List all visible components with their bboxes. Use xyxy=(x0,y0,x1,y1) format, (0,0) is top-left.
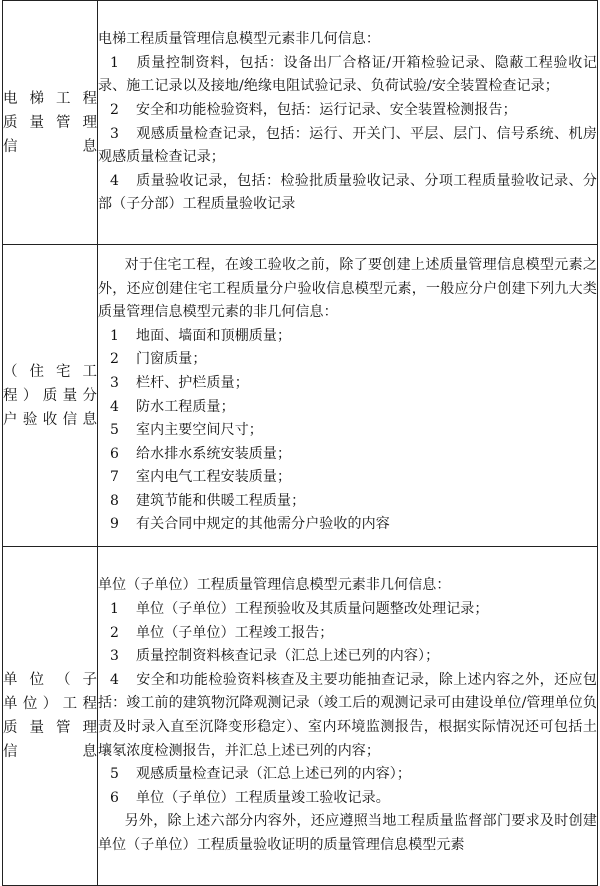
item-text: 单位（子单位）工程竣工报告； xyxy=(136,624,334,641)
item-text: 质量控制资料，包括：设备出厂合格证/开箱检验记录、隐蔽工程验收记录、施工记录以及接地/绝缘电阻试验记录、负荷试验/安全装置检查记录； xyxy=(98,54,597,95)
quality-info-table xyxy=(2,0,598,886)
list-item xyxy=(98,123,597,170)
row-label-elevator xyxy=(3,1,98,245)
list-item xyxy=(98,763,597,787)
label-line: 单位（子 xyxy=(3,672,97,688)
row-content-unit-project xyxy=(98,547,598,886)
list-item xyxy=(98,419,597,443)
item-text: 质量控制资料核查记录（汇总上述已列的内容）； xyxy=(136,648,440,665)
table-row-residential xyxy=(3,245,598,547)
list-item xyxy=(98,372,597,396)
row-content-elevator xyxy=(98,1,598,245)
item-text: 有关合同中规定的其他需分户验收的内容 xyxy=(136,516,390,533)
list-item xyxy=(98,669,597,763)
label-line: 信息 xyxy=(3,744,97,760)
list-item xyxy=(98,99,597,123)
item-text: 室内主要空间尺寸； xyxy=(136,422,263,439)
label-line: 户验收信息 xyxy=(3,411,97,428)
item-number: 5 xyxy=(110,422,120,439)
outro-text: 另外，除上述六部分内容外，还应遵照当地工程质量监督部门要求及时创建单位（子单位）工程质量验收证明的质量管理信息模型元素 xyxy=(98,813,597,853)
item-text: 栏杆、护栏质量； xyxy=(136,374,249,391)
item-number: 6 xyxy=(110,445,120,462)
list-item xyxy=(98,513,597,537)
row-label-unit-project xyxy=(3,547,98,886)
label-line: 单位）工程 xyxy=(3,696,97,712)
label-line: （住宅工 xyxy=(3,363,97,380)
intro-text: 电梯工程质量管理信息模型元素非几何信息： xyxy=(98,31,380,48)
list-item xyxy=(98,396,597,420)
item-number: 1 xyxy=(110,601,120,618)
item-text: 质量验收记录，包括：检验批质量验收记录、分项工程质量验收记录、分部（子分部）工程质量验收记录 xyxy=(98,172,597,213)
list-item xyxy=(98,622,597,646)
item-text: 单位（子单位）工程预验收及其质量问题整改处理记录； xyxy=(136,601,489,618)
label-line: 电梯工程 xyxy=(3,90,97,107)
item-number: 4 xyxy=(110,172,120,189)
label-line: 质 量 管 理 xyxy=(3,114,97,131)
list-item xyxy=(98,325,597,349)
table-row-unit-project xyxy=(3,547,598,886)
item-text: 地面、墙面和顶棚质量； xyxy=(136,327,292,344)
table-row-elevator xyxy=(3,1,598,245)
list-item xyxy=(98,170,597,217)
item-number: 3 xyxy=(110,648,120,665)
list-item xyxy=(98,490,597,514)
item-number: 8 xyxy=(110,492,120,509)
list-item xyxy=(98,52,597,99)
item-number: 4 xyxy=(110,398,120,415)
item-number: 3 xyxy=(110,374,120,391)
item-text: 观感质量检查记录（汇总上述已列的内容）； xyxy=(136,766,411,783)
item-number: 2 xyxy=(110,101,120,118)
item-number: 5 xyxy=(110,766,120,783)
label-line: 质 量 管 理 xyxy=(3,720,97,736)
list-item xyxy=(98,466,597,490)
item-text: 安全和功能检验资料核查及主要功能抽查记录，除上述内容之外，还应包括：竣工前的建筑物沉降观测记录（竣工后的观测记录可由建设单位/管理单位负责及时录入直至沉降变形稳定）、室内环境监测报告，根据实际情况还可包括土壤氡浓度检测报告，并汇总上述已列的内容； xyxy=(98,671,597,759)
item-number: 2 xyxy=(110,624,120,641)
item-number: 2 xyxy=(110,351,120,368)
row-label-residential xyxy=(3,245,98,547)
row-content-residential xyxy=(98,245,598,547)
label-line: 程）质量分 xyxy=(3,387,97,404)
item-text: 观感质量检查记录，包括：运行、开关门、平层、层门、信号系统、机房观感质量检查记录； xyxy=(98,125,597,166)
intro-text: 对于住宅工程，在竣工验收之前，除了要创建上述质量管理信息模型元素之外，还应创建住宅工程质量分户验收信息模型元素，一般应分户创建下列九大类质量管理信息模型元素的非几何信息： xyxy=(98,256,597,321)
intro-text: 单位（子单位）工程质量管理信息模型元素非几何信息： xyxy=(98,577,451,594)
item-number: 9 xyxy=(110,516,120,533)
item-number: 7 xyxy=(110,469,120,486)
item-number: 4 xyxy=(110,671,120,688)
list-item xyxy=(98,598,597,622)
item-text: 防水工程质量； xyxy=(136,398,235,415)
item-text: 安全和功能检验资料，包括：运行记录、安全装置检测报告； xyxy=(136,101,517,118)
item-number: 1 xyxy=(110,327,120,344)
item-number: 1 xyxy=(110,54,120,71)
item-text: 门窗质量； xyxy=(136,351,207,368)
item-number: 6 xyxy=(110,789,120,806)
list-item xyxy=(98,348,597,372)
item-text: 单位（子单位）工程质量竣工验收记录。 xyxy=(136,789,390,806)
item-text: 室内电气工程安装质量； xyxy=(136,469,292,486)
list-item xyxy=(98,645,597,669)
list-item xyxy=(98,443,597,467)
item-text: 建筑节能和供暖工程质量； xyxy=(136,492,306,509)
list-item xyxy=(98,787,597,811)
label-line: 信息 xyxy=(3,138,97,155)
item-text: 给水排水系统安装质量； xyxy=(136,445,292,462)
item-number: 3 xyxy=(110,125,120,142)
